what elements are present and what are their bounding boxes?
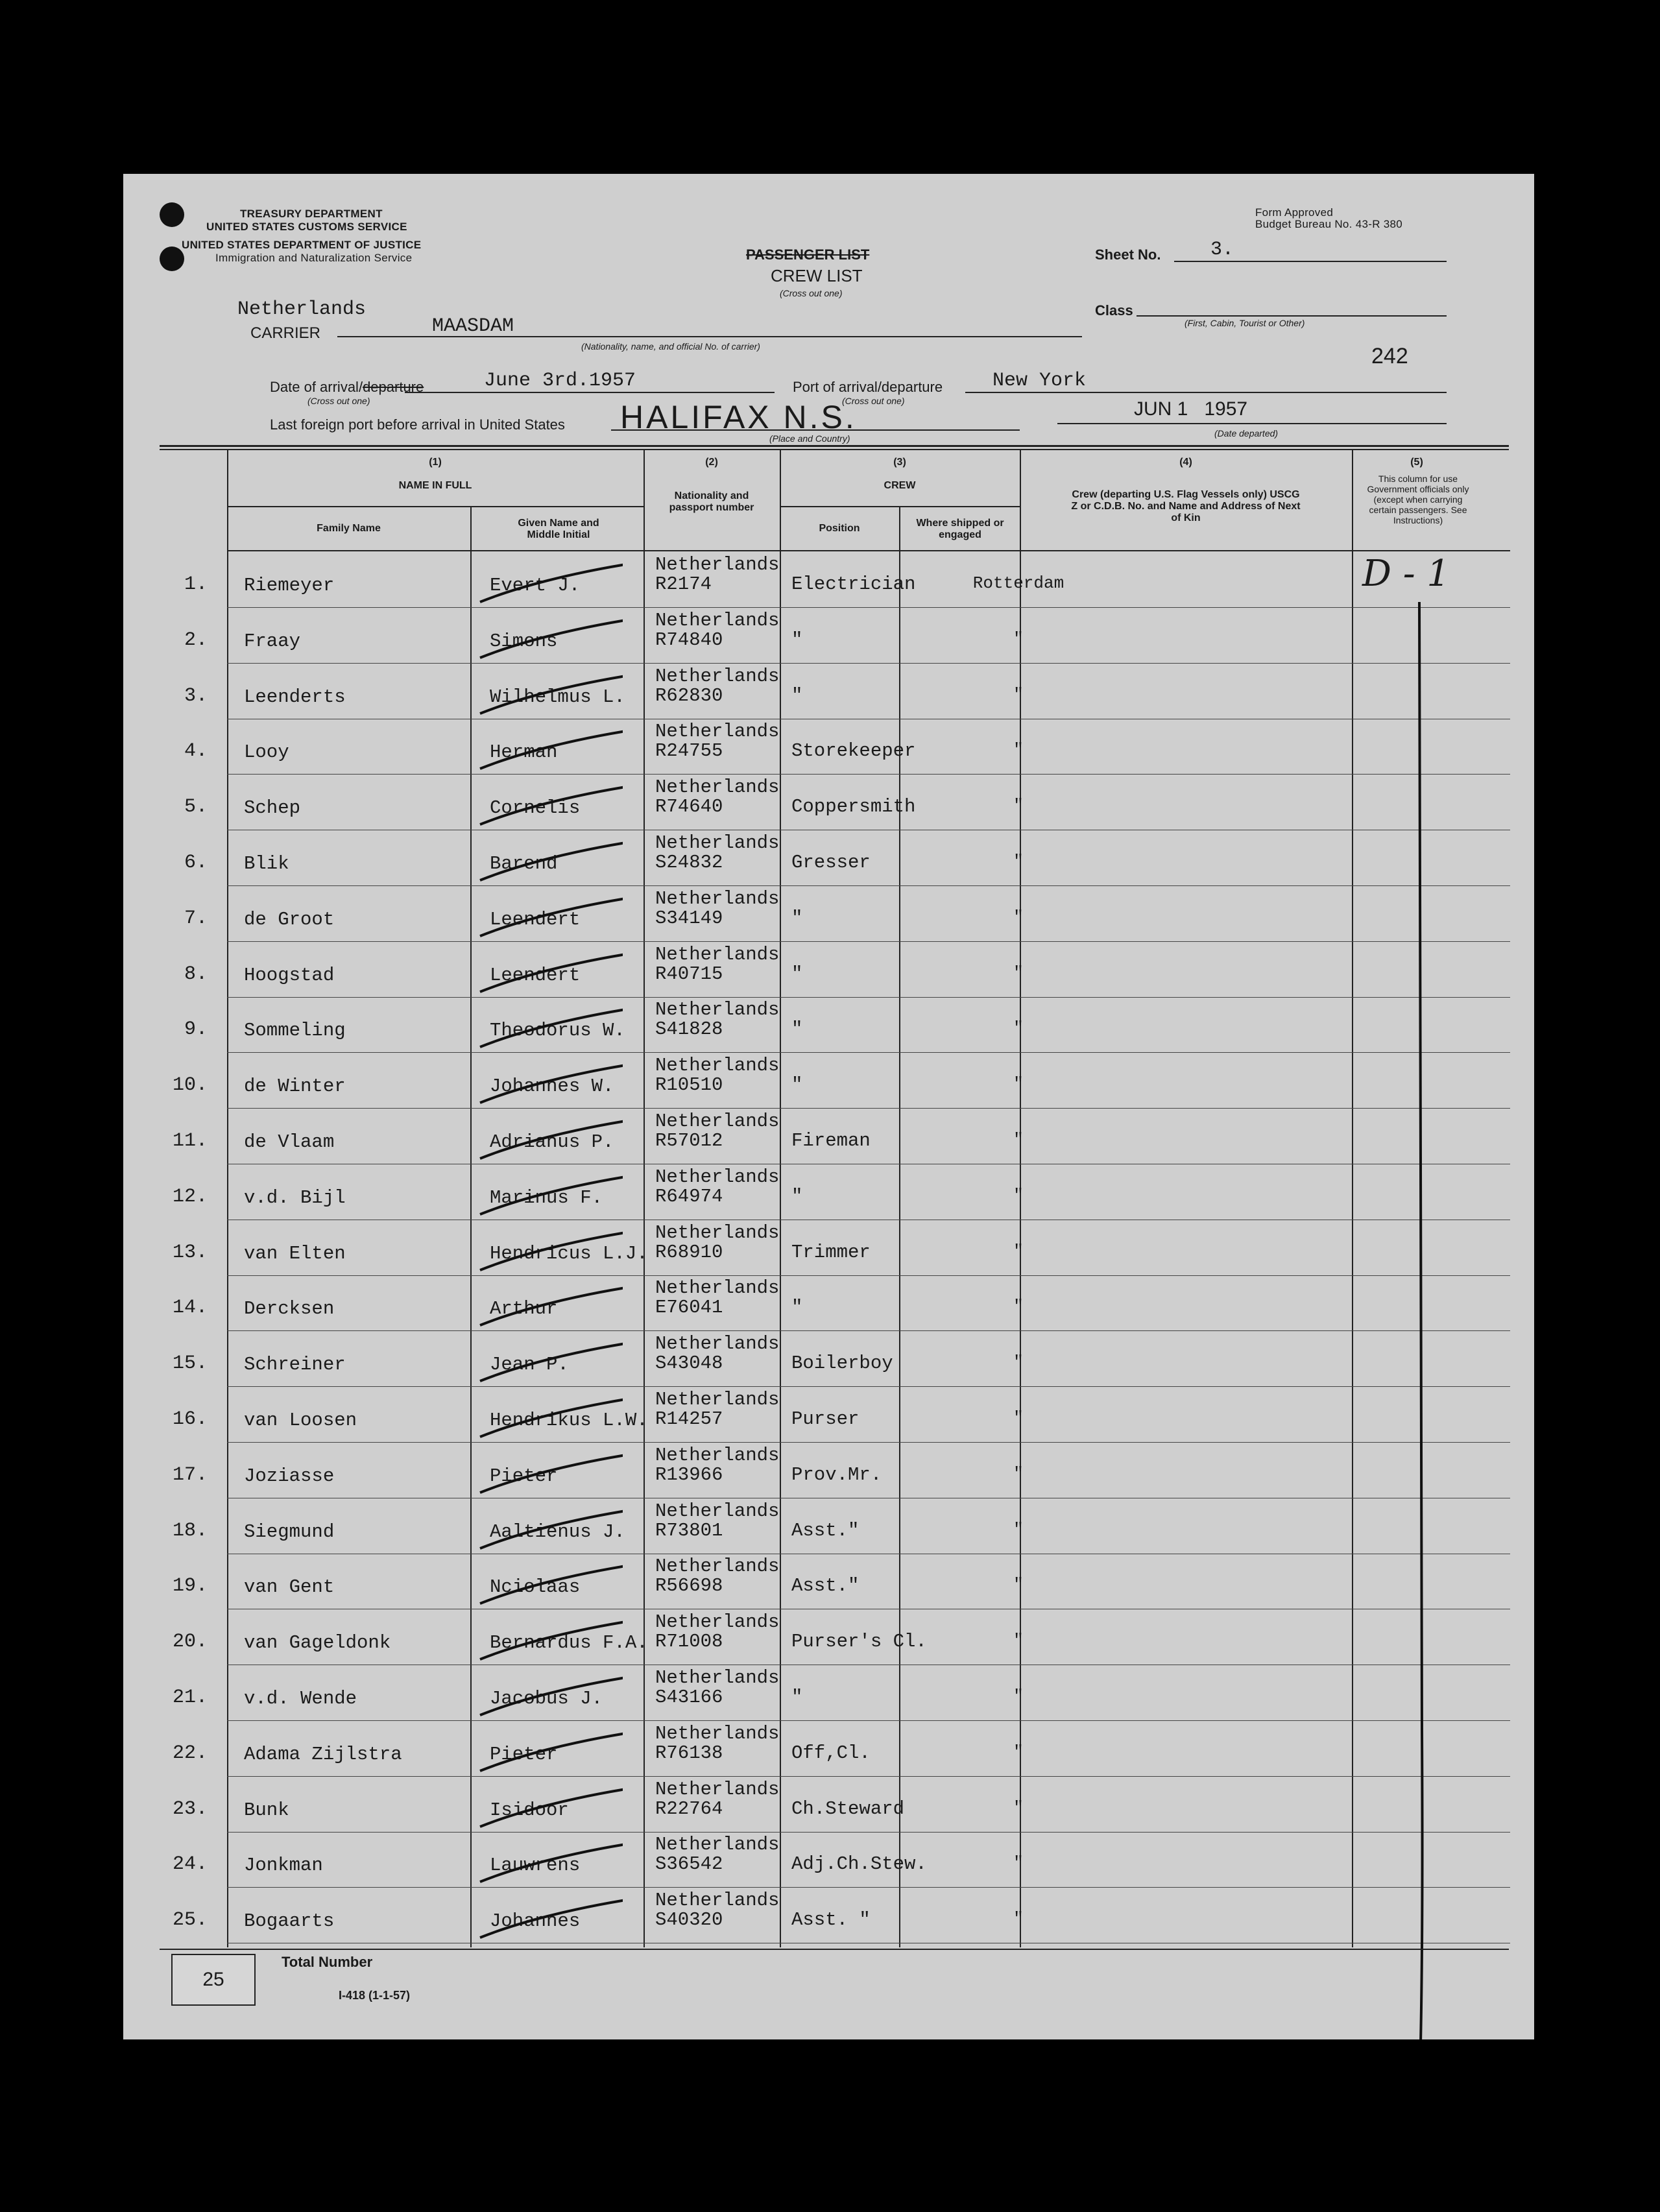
position: " [791, 1074, 803, 1096]
agency-line-2: UNITED STATES CUSTOMS SERVICE [206, 221, 407, 233]
position: Storekeeper [791, 740, 916, 762]
class-hint: (First, Cabin, Tourist or Other) [1185, 318, 1305, 328]
family-name: Joziasse [244, 1465, 335, 1487]
given-name: Johannes [490, 1910, 581, 1932]
crew-row [123, 721, 1534, 776]
given-name: Bernardus F.A. [490, 1632, 648, 1654]
crew-row [123, 554, 1534, 610]
row-number: 9. [184, 1018, 208, 1041]
row-rule [227, 663, 1510, 664]
carrier-hint: (Nationality, name, and official No. of carrier) [581, 341, 760, 352]
row-number: 5. [184, 796, 208, 819]
pen-strike [474, 1061, 623, 1107]
total-number-box [171, 1954, 256, 2006]
where-shipped: " [1013, 1631, 1024, 1651]
passport-number: R74640 [655, 796, 723, 818]
passport-number: R64974 [655, 1185, 723, 1207]
given-name: Wilhelmus L. [490, 686, 625, 708]
crew-list-title: CREW LIST [771, 266, 863, 285]
position: Electrician [791, 573, 916, 595]
form-number: I-418 (1-1-57) [339, 1989, 411, 2002]
government-use-header: This column for use Government officials only (except when carrying certain passengers. See Instructions) [1367, 474, 1469, 525]
pen-strike [474, 1451, 623, 1497]
row-rule [227, 607, 1510, 608]
pen-strike [474, 1840, 623, 1886]
row-number: 18. [172, 1519, 208, 1542]
crew-row [123, 1166, 1534, 1222]
where-shipped-header: Where shipped or engaged [916, 518, 1004, 540]
where-shipped: " [1013, 684, 1024, 704]
where-shipped: " [1013, 1241, 1024, 1261]
row-number: 21. [172, 1687, 208, 1709]
crew-row [123, 944, 1534, 1000]
position: " [791, 684, 803, 706]
family-name: de Winter [244, 1076, 346, 1098]
cross-out-hint: (Cross out one) [780, 288, 843, 298]
passenger-list-struck: PASSENGER LIST [746, 246, 870, 263]
last-port-value: HALIFAX N.S. [620, 399, 857, 435]
date-departed: JUN 1 1957 [1134, 398, 1248, 420]
stamp-number: 242 [1371, 344, 1408, 368]
where-shipped: " [1013, 852, 1024, 871]
where-shipped: " [1013, 629, 1024, 649]
position: Purser [791, 1408, 860, 1430]
nationality-header: Nationality and passport number [669, 490, 754, 513]
row-number: 25. [172, 1909, 208, 1932]
col4-number: (4) [1179, 457, 1192, 468]
crew-row [123, 1055, 1534, 1111]
passport-number: R68910 [655, 1241, 723, 1263]
pen-strike [474, 616, 623, 662]
family-name: Riemeyer [244, 575, 335, 596]
where-shipped: " [1013, 1408, 1024, 1428]
crew-row [123, 1333, 1534, 1389]
col3-number: (3) [893, 457, 906, 468]
where-shipped: " [1013, 1352, 1024, 1373]
family-name: de Vlaam [244, 1131, 335, 1153]
position: Trimmer [791, 1241, 871, 1263]
nationality: Netherlands [655, 665, 780, 687]
where-shipped: " [1013, 1797, 1024, 1818]
pen-strike [474, 672, 623, 717]
form-approved: Form Approved [1255, 206, 1334, 219]
family-name: van Loosen [244, 1410, 357, 1431]
pen-strike [474, 1117, 623, 1162]
crew-row [123, 999, 1534, 1055]
row-number: 1. [184, 573, 208, 595]
col1-title: NAME IN FULL [398, 480, 472, 491]
nationality: Netherlands [655, 609, 780, 631]
pen-strike [474, 950, 623, 996]
family-name: van Elten [244, 1242, 346, 1264]
passport-number: R22764 [655, 1797, 723, 1820]
where-shipped: " [1013, 1130, 1024, 1149]
passport-number: S40320 [655, 1909, 723, 1931]
tally-mark [1356, 563, 1486, 2039]
where-shipped: " [1013, 1018, 1024, 1039]
crew-row [123, 1779, 1534, 1834]
given-name: Pieter [490, 1465, 558, 1487]
given-name: Evert J. [490, 575, 581, 596]
position: Prov.Mr. [791, 1463, 882, 1485]
position: Coppersmith [791, 796, 916, 818]
given-name: Hendricus L.J. [490, 1242, 648, 1264]
pen-strike [474, 1729, 623, 1775]
passport-number: R24755 [655, 740, 723, 762]
given-name: Lauwrens [490, 1855, 581, 1877]
nationality: Netherlands [655, 1444, 780, 1466]
sheet-number: 3. [1210, 239, 1234, 261]
pen-strike [474, 1395, 623, 1441]
row-number: 15. [172, 1352, 208, 1375]
where-shipped: " [1013, 1853, 1024, 1873]
passport-number: S41828 [655, 1018, 723, 1040]
carrier-name: MAASDAM [432, 315, 514, 337]
row-number: 17. [172, 1463, 208, 1486]
nationality: Netherlands [655, 1277, 780, 1299]
given-name: Leendert [490, 908, 581, 930]
class-label: Class [1095, 302, 1133, 319]
nationality: Netherlands [655, 1500, 780, 1522]
pen-strike [474, 895, 623, 940]
crew-row [123, 1445, 1534, 1500]
date-hint: (Cross out one) [307, 396, 370, 406]
pen-strike [474, 1618, 623, 1663]
passport-number: R40715 [655, 963, 723, 985]
carrier-nationality: Netherlands [237, 298, 367, 320]
family-name: Jonkman [244, 1855, 323, 1877]
crew-row [123, 1389, 1534, 1445]
nationality: Netherlands [655, 554, 780, 575]
where-shipped: " [1013, 1687, 1024, 1706]
crew-row [123, 1500, 1534, 1556]
crew-row [123, 1222, 1534, 1278]
row-rule [227, 997, 1510, 998]
agency-line-3: UNITED STATES DEPARTMENT OF JUSTICE [182, 239, 422, 251]
row-number: 2. [184, 629, 208, 651]
crew-row [123, 1890, 1534, 1945]
pen-strike [474, 1284, 623, 1329]
family-name-header: Family Name [317, 523, 381, 534]
next-of-kin-header: Crew (departing U.S. Flag Vessels only) USCG Z or C.D.B. No. and Name and Address of Next of Kin [1071, 489, 1301, 523]
given-name: Adrianus P. [490, 1131, 614, 1153]
crew-row [123, 666, 1534, 721]
family-name: v.d. Bijl [244, 1186, 346, 1208]
where-shipped: " [1013, 1742, 1024, 1762]
nationality: Netherlands [655, 1834, 780, 1856]
row-rule [227, 941, 1510, 942]
where-shipped: " [1013, 1074, 1024, 1094]
given-name: Hendrikus L.W. [490, 1410, 648, 1431]
crew-row [123, 832, 1534, 888]
port-hint: (Cross out one) [842, 396, 905, 406]
where-shipped: Rotterdam [972, 573, 1065, 593]
crew-row [123, 776, 1534, 832]
row-rule [227, 1330, 1510, 1331]
given-name: Isidoor [490, 1799, 569, 1821]
row-number: 13. [172, 1241, 208, 1264]
family-name: Dercksen [244, 1298, 335, 1320]
nationality: Netherlands [655, 1333, 780, 1355]
nationality: Netherlands [655, 1055, 780, 1077]
row-rule [227, 1442, 1510, 1443]
row-rule [227, 774, 1510, 775]
row-number: 4. [184, 740, 208, 763]
nationality: Netherlands [655, 887, 780, 909]
row-number: 12. [172, 1185, 208, 1208]
given-name: Pieter [490, 1743, 558, 1765]
row-number: 3. [184, 684, 208, 707]
nationality: Netherlands [655, 1221, 780, 1244]
family-name: Fraay [244, 630, 301, 652]
nationality: Netherlands [655, 832, 780, 854]
position: Boilerboy [791, 1352, 893, 1375]
given-name: Simons [490, 630, 558, 652]
where-shipped: " [1013, 1185, 1024, 1205]
where-shipped: " [1013, 796, 1024, 816]
col1-number: (1) [429, 457, 442, 468]
row-number: 19. [172, 1575, 208, 1598]
crew-row [123, 610, 1534, 666]
row-number: 10. [172, 1074, 208, 1097]
row-rule [227, 1052, 1510, 1053]
pen-strike [474, 1229, 623, 1274]
family-name: van Gageldonk [244, 1632, 391, 1654]
last-port-hint: (Place and Country) [769, 433, 850, 444]
pen-strike [474, 1896, 623, 1942]
position: Gresser [791, 852, 871, 873]
pen-strike [474, 1340, 623, 1385]
where-shipped: " [1013, 1575, 1024, 1595]
position: Adj.Ch.Stew. [791, 1853, 927, 1875]
port-label: Port of arrival/departure [793, 379, 943, 395]
pen-strike [474, 1507, 623, 1552]
given-name: Jacobus J. [490, 1688, 603, 1709]
row-number: 22. [172, 1742, 208, 1764]
position: Asst." [791, 1519, 860, 1541]
position: Off,Cl. [791, 1742, 871, 1764]
nationality: Netherlands [655, 1890, 780, 1912]
row-rule [227, 1386, 1510, 1387]
family-name: Bogaarts [244, 1910, 335, 1932]
family-name: de Groot [244, 908, 335, 930]
nationality: Netherlands [655, 1111, 780, 1132]
given-name: Cornelis [490, 797, 581, 819]
passport-number: R76138 [655, 1742, 723, 1764]
passport-number: R74840 [655, 629, 723, 651]
crew-row [123, 1834, 1534, 1890]
family-name: Adama Zijlstra [244, 1743, 402, 1765]
passport-number: R62830 [655, 684, 723, 706]
where-shipped: " [1013, 740, 1024, 760]
col2-number: (2) [705, 457, 718, 468]
nationality: Netherlands [655, 1722, 780, 1744]
where-shipped: " [1013, 1519, 1024, 1539]
given-name-header: Given Name and Middle Initial [518, 518, 599, 540]
pen-strike [474, 1785, 623, 1831]
total-number-label: Total Number [282, 1954, 373, 1970]
given-name: Aaltienus J. [490, 1521, 625, 1543]
nationality: Netherlands [655, 1389, 780, 1410]
position-header: Position [819, 523, 860, 534]
passport-number: R14257 [655, 1408, 723, 1430]
passport-number: R2174 [655, 573, 712, 595]
punch-hole [160, 202, 184, 227]
nationality: Netherlands [655, 999, 780, 1021]
family-name: van Gent [244, 1576, 335, 1598]
passport-number: S43048 [655, 1352, 723, 1375]
family-name: Blik [244, 853, 289, 874]
given-name: Barend [490, 853, 558, 874]
row-rule [227, 1776, 1510, 1777]
passport-number: R56698 [655, 1575, 723, 1597]
passport-number: R10510 [655, 1074, 723, 1096]
row-rule [227, 1832, 1510, 1833]
row-number: 16. [172, 1408, 208, 1430]
pen-strike [474, 1562, 623, 1607]
row-number: 7. [184, 907, 208, 930]
family-name: v.d. Wende [244, 1688, 357, 1709]
given-name: Theodorus W. [490, 1020, 625, 1042]
position: " [791, 1297, 803, 1319]
nationality: Netherlands [655, 1166, 780, 1188]
position: Fireman [791, 1130, 871, 1151]
position: " [791, 1687, 803, 1708]
carrier-label: CARRIER [250, 324, 321, 342]
given-name: Herman [490, 741, 558, 763]
row-number: 20. [172, 1631, 208, 1653]
row-rule [227, 1108, 1510, 1109]
where-shipped: " [1013, 1909, 1024, 1929]
family-name: Hoogstad [244, 964, 335, 986]
family-name: Schreiner [244, 1354, 346, 1376]
row-number: 11. [172, 1130, 208, 1152]
family-name: Schep [244, 797, 301, 819]
crew-row [123, 1111, 1534, 1166]
given-name: Leendert [490, 964, 581, 986]
family-name: Bunk [244, 1799, 289, 1821]
passport-number: E76041 [655, 1297, 723, 1319]
crew-row [123, 1277, 1534, 1333]
passport-number: S24832 [655, 852, 723, 873]
handwritten-annotation: D - 1 [1362, 553, 1450, 595]
position: " [791, 963, 803, 985]
family-name: Sommeling [244, 1020, 346, 1042]
date-label: Date of arrival/departure [270, 379, 424, 395]
given-name: Arthur [490, 1298, 558, 1320]
crew-row [123, 1611, 1534, 1667]
passport-number: S34149 [655, 907, 723, 929]
nationality: Netherlands [655, 943, 780, 965]
row-number: 14. [172, 1297, 208, 1319]
row-number: 23. [172, 1797, 208, 1820]
col5-number: (5) [1410, 457, 1423, 468]
pen-strike [474, 1173, 623, 1218]
where-shipped: " [1013, 1463, 1024, 1484]
position: Asst." [791, 1575, 860, 1597]
nationality: Netherlands [655, 1611, 780, 1633]
budget-bureau: Budget Bureau No. 43-R 380 [1255, 218, 1403, 230]
port-value: New York [992, 370, 1087, 392]
family-name: Leenderts [244, 686, 346, 708]
row-rule [227, 1275, 1510, 1276]
row-rule [227, 1720, 1510, 1721]
given-name: Jean P. [490, 1354, 569, 1376]
arrival-date: June 3rd.1957 [484, 370, 636, 392]
position: Purser's Cl. [791, 1631, 927, 1653]
pen-strike [474, 783, 623, 828]
family-name: Siegmund [244, 1521, 335, 1543]
given-name: Johannes W. [490, 1076, 614, 1098]
family-name: Looy [244, 741, 289, 763]
position: " [791, 629, 803, 651]
position: " [791, 1018, 803, 1040]
row-rule [227, 885, 1510, 886]
crew-row [123, 1723, 1534, 1779]
passport-number: R13966 [655, 1463, 723, 1485]
nationality: Netherlands [655, 1778, 780, 1800]
agency-line-4: Immigration and Naturalization Service [215, 252, 413, 264]
passport-number: R71008 [655, 1631, 723, 1653]
crew-header: CREW [884, 480, 916, 491]
where-shipped: " [1013, 1297, 1024, 1317]
sheet-label: Sheet No. [1095, 246, 1161, 263]
pen-strike [474, 1674, 623, 1719]
row-number: 6. [184, 852, 208, 874]
passport-number: R57012 [655, 1130, 723, 1151]
position: Asst. " [791, 1909, 871, 1931]
given-name: Nciolaas [490, 1576, 581, 1598]
pen-strike [474, 727, 623, 773]
passport-number: R73801 [655, 1519, 723, 1541]
row-number: 24. [172, 1853, 208, 1876]
pen-strike [474, 839, 623, 884]
pen-strike [474, 560, 623, 606]
pen-strike [474, 1005, 623, 1051]
nationality: Netherlands [655, 721, 780, 743]
position: " [791, 1185, 803, 1207]
nationality: Netherlands [655, 1667, 780, 1689]
where-shipped: " [1013, 963, 1024, 983]
crew-row [123, 1667, 1534, 1723]
row-number: 8. [184, 963, 208, 985]
date-departed-hint: (Date departed) [1214, 428, 1279, 439]
nationality: Netherlands [655, 1556, 780, 1578]
given-name: Marinus F. [490, 1186, 603, 1208]
crew-row [123, 1556, 1534, 1611]
passport-number: S43166 [655, 1687, 723, 1708]
position: Ch.Steward [791, 1797, 905, 1820]
crew-list-sheet [123, 174, 1534, 2039]
row-rule [227, 1887, 1510, 1888]
agency-line-1: TREASURY DEPARTMENT [240, 208, 383, 220]
punch-hole [160, 246, 184, 271]
crew-row [123, 888, 1534, 944]
nationality: Netherlands [655, 776, 780, 799]
position: " [791, 907, 803, 929]
total-number-value: 25 [202, 1969, 224, 1990]
where-shipped: " [1013, 907, 1024, 927]
passport-number: S36542 [655, 1853, 723, 1875]
last-port-label: Last foreign port before arrival in United States [270, 416, 565, 433]
